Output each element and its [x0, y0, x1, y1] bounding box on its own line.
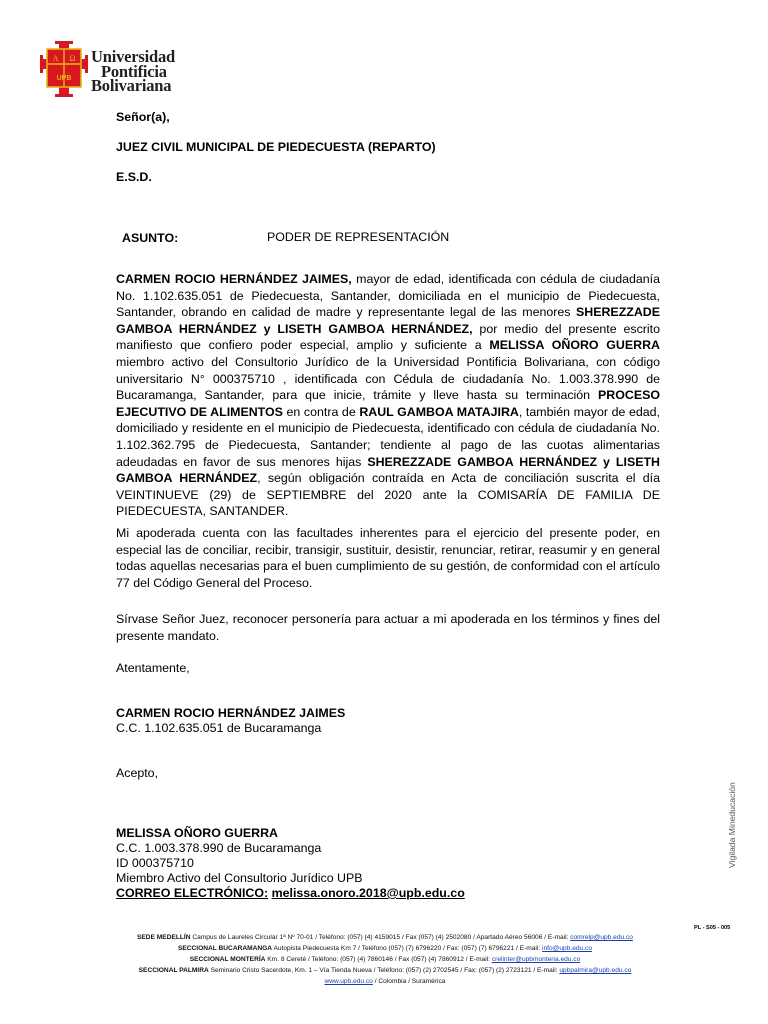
document-code: PL - S05 - 005	[694, 925, 731, 931]
svg-text:Ω: Ω	[69, 54, 76, 63]
footer-line-bucaramanga	[40, 944, 730, 955]
footer-campus-name: SEDE MEDELLÍN	[137, 934, 191, 941]
footer-contact: Campus de Laureles Circular 1ª Nº 70-01 / Teléfono: (057) (4) 4159015 / Fax (057) (4) 2502080 / Apartado Aéreo 56006 / E-mail:	[190, 934, 571, 941]
paragraph-text: , también mayor de edad, domiciliado y residente en el municipio de Piedecuesta, identificado con cédula de ciudadanía No. 1.102.362.795 de Piedecuesta, Santander; tendiente al pago de las cuotas alimentarias adeudadas en favor de sus menores hijas	[116, 404, 661, 469]
attorney-email-link[interactable]: melissa.onoro.2018@upb.edu.co	[271, 886, 465, 900]
logo-line-3: Bolivariana	[91, 76, 172, 95]
footer-email-link[interactable]: comrelp@upb.edu.co	[570, 934, 633, 941]
svg-text:A: A	[52, 54, 59, 63]
footer-campus-name: SECCIONAL PALMIRA	[138, 967, 209, 974]
footer-email-link[interactable]: crelinter@upbmonteria.edu.co	[491, 956, 581, 963]
footer-contact: Seminario Cristo Sacerdote, Km. 1 – Vía Tienda Nueva / Teléfono: (057) (2) 2702545 / Fax: (057) (2) 2723121 / E-mail:	[208, 967, 560, 974]
attorney-role: Miembro Activo del Consultorio Jurídico UPB	[116, 871, 363, 885]
footer-contact: Autopista Piedecuesta Km 7 / Teléfono (057) (7) 6796220 / Fax: (057) (7) 6796221 / E-mail:	[272, 945, 543, 952]
logo-line-2: Pontificia	[101, 61, 167, 81]
footer-line-monteria	[40, 955, 730, 966]
signer-name: CARMEN ROCIO HERNÁNDEZ JAIMES	[116, 706, 346, 720]
footer-campus-name: SECCIONAL MONTERÍA	[189, 956, 266, 963]
faculties-paragraph: Mi apoderada cuenta con las facultades inherentes para el ejercicio del presente poder, en especial las de conciliar, recibir, transigir, sustituir, desistir, renunciar, retirar, reasumir y en general todas aquellas necesarias para el buen cumplimiento de su gestión, de conformidad con el artículo 77 del Código General del Proceso.	[116, 526, 660, 590]
minors-names: SHEREZZADE GAMBOA HERNÁNDEZ y LISETH GAMBOA HERNÁNDEZ	[116, 454, 660, 486]
acceptance-label: Acepto,	[116, 766, 159, 780]
footer-line-web	[40, 977, 730, 988]
attorney-signature-name: MELISSA OÑORO GUERRA	[116, 826, 279, 840]
process-type: PROCESO EJECUTIVO DE ALIMENTOS	[116, 388, 660, 419]
closing: Atentamente,	[116, 661, 190, 675]
university-logo	[40, 41, 200, 97]
subject-value: PODER DE REPRESENTACIÓN	[267, 230, 450, 244]
footer-email-link[interactable]: upbpalmira@upb.edu.co	[559, 967, 632, 974]
esd-line: E.S.D.	[116, 170, 152, 184]
footer-line-medellin	[40, 933, 730, 944]
footer-country: / Colombia / Suramérica	[372, 978, 446, 985]
email-label: CORREO ELECTRÓNICO:	[116, 886, 269, 900]
attorney-name: MELISSA OÑORO GUERRA	[489, 338, 660, 353]
minors-names: SHEREZZADE GAMBOA HERNÁNDEZ y LISETH GAMBOA HERNÁNDEZ,	[116, 305, 660, 336]
logo-wordmark	[91, 47, 175, 95]
defendant-name: RAUL GAMBOA MATAJIRA	[359, 404, 519, 419]
footer-website-link[interactable]: www.upb.edu.co	[324, 978, 373, 985]
footer-campus-name: SECCIONAL BUCARAMANGA	[177, 945, 273, 952]
mineducacion-note: Vigilada Mineducación	[727, 782, 737, 868]
crest-letters: UPB	[56, 75, 72, 82]
salutation: Señor(a),	[116, 110, 170, 124]
footer-email-link[interactable]: info@upb.edu.co	[542, 945, 592, 952]
paragraph-text: en contra de	[282, 404, 360, 419]
paragraph-text: por medio del presente escrito manifiesto que confiero poder especial, amplio y suficiente a	[116, 321, 660, 353]
footer-line-palmira	[40, 966, 730, 977]
attorney-email-line	[116, 885, 465, 901]
footer-contact: Km. 8 Cereté / Teléfono: (057) (4) 7860146 / Fax (057) (4) 7860912 / E-mail:	[265, 956, 492, 963]
addressee: JUEZ CIVIL MUNICIPAL DE PIEDECUESTA (REPARTO)	[116, 140, 436, 154]
attorney-cc: C.C. 1.003.378.990 de Bucaramanga	[116, 841, 322, 855]
attorney-student-id: ID 000375710	[116, 856, 194, 870]
logo-line-1: Universidad	[91, 47, 175, 66]
paragraph-text: miembro activo del Consultorio Jurídico de la Universidad Pontificia Bolivariana, con código universitario N° 000375710 , identificada con Cédula de ciudadanía No. 1.003.378.990 de Bucaramanga, Santander, para que inicie, trámite y lleve hasta su terminación	[116, 354, 660, 403]
upb-crest-icon	[40, 41, 88, 97]
subject-label: ASUNTO:	[122, 231, 179, 245]
power-paragraph	[116, 271, 660, 520]
signer-id: C.C. 1.102.635.051 de Bucaramanga	[116, 721, 322, 735]
grantor-name: CARMEN ROCIO HERNÁNDEZ JAIMES,	[116, 272, 352, 286]
paragraph-text: mayor de edad, identificada con cédula de ciudadanía No. 1.102.635.051 de Piedecuesta, Santander, domiciliada en el municipio de Piedecuesta, Santander, obrando en calidad de madre y representante legal de las menores	[116, 272, 661, 320]
request-paragraph: Sírvase Señor Juez, reconocer personería para actuar a mi apoderada en los términos y fines del presente mandato.	[116, 612, 660, 643]
paragraph-text: , según obligación contraída en Acta de conciliación suscrita el día VEINTINUEVE (29) de SEPTIEMBRE del 2020 ante la COMISARÍA DE FAMILIA DE PIEDECUESTA, SANTANDER.	[116, 471, 661, 519]
